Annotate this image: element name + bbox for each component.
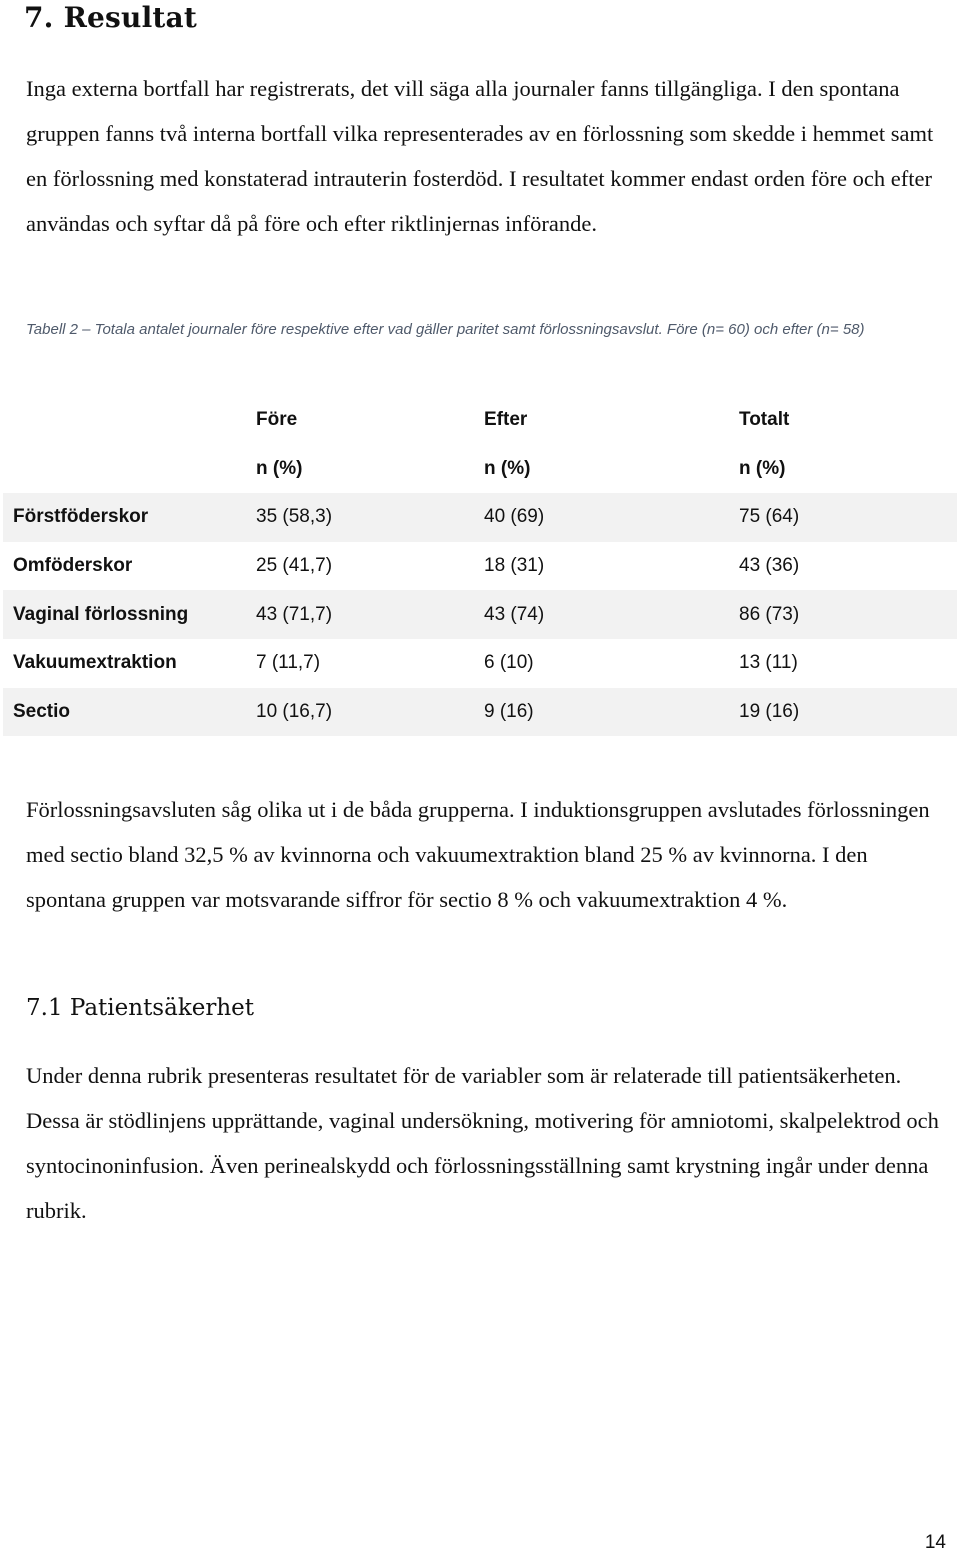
table-row: [3, 639, 957, 688]
cell-after: 40 (69): [484, 506, 545, 528]
header-cell-after: Efter: [484, 409, 528, 431]
table-subheader-row: [3, 445, 957, 494]
cell-after: 43 (74): [484, 603, 545, 625]
row-label: Förstföderskor: [13, 506, 149, 528]
table-row: [3, 590, 957, 639]
row-label: Omföderskor: [13, 555, 133, 577]
cell-after: 9 (16): [484, 700, 534, 722]
table-row: [3, 493, 957, 542]
subheader-cell-total: n (%): [739, 457, 786, 479]
cell-before: 35 (58,3): [256, 506, 333, 528]
cell-total: 43 (36): [739, 555, 800, 577]
cell-before: 7 (11,7): [256, 652, 321, 674]
cell-before: 43 (71,7): [256, 603, 333, 625]
header-cell-before: Före: [256, 409, 298, 431]
cell-total: 86 (73): [739, 603, 800, 625]
outcome-paragraph: Förlossningsavsluten såg olika ut i de båda grupperna. I induktionsgruppen avslutades förlossningen med sectio bland 32,5 % av kvinnorna och vakuumextraktion bland 25 % av kvinnorna. I den spontana gruppen var motsvarande siffror för sectio 8 % och vakuumextraktion 4 %.: [26, 797, 930, 912]
cell-total: 13 (11): [739, 652, 798, 674]
row-label: Vakuumextraktion: [13, 652, 177, 674]
cell-before: 25 (41,7): [256, 555, 333, 577]
subheader-cell-after: n (%): [484, 457, 531, 479]
results-table: [3, 396, 957, 736]
table-row: [3, 688, 957, 737]
subsection-paragraph: Under denna rubrik presenteras resultatet för de variabler som är relaterade till patientsäkerheten. Dessa är stödlinjens upprättande, vaginal undersökning, motivering för amniotomi, skalpelektrod och syntocinoninfusion. Även perinealskydd och förlossningsställning samt krystning ingår under denna rubrik.: [26, 1063, 939, 1223]
cell-total: 19 (16): [739, 700, 800, 722]
table-row: [3, 542, 957, 591]
table-caption: Tabell 2 – Totala antalet journaler före respektive efter vad gäller paritet samt förlossningsavslut. Före (n= 60) och efter (n= 58): [26, 321, 865, 338]
page-number: 14: [924, 1532, 946, 1553]
intro-paragraph: Inga externa bortfall har registrerats, det vill säga alla journaler fanns tillgängliga. I den spontana gruppen fanns två interna bortfall vilka representerades av en förlossning som skedde i hemmet samt en förlossning med konstaterad intrauterin fosterdöd. I resultatet kommer endast orden före och efter användas och syftar då på före och efter riktlinjernas införande.: [26, 76, 934, 236]
row-label: Sectio: [13, 700, 71, 722]
cell-after: 18 (31): [484, 555, 545, 577]
header-cell-empty: [3, 396, 256, 445]
subheader-cell-before: n (%): [256, 457, 303, 479]
subsection-heading: 7.1 Patientsäkerhet: [26, 995, 255, 1021]
row-label: Vaginal förlossning: [13, 603, 189, 625]
cell-after: 6 (10): [484, 652, 534, 674]
section-heading: 7. Resultat: [24, 1, 198, 34]
header-cell-total: Totalt: [739, 409, 790, 431]
cell-total: 75 (64): [739, 506, 800, 528]
table-header-row: [3, 396, 957, 445]
cell-before: 10 (16,7): [256, 700, 333, 722]
subheader-cell-empty: [3, 445, 256, 494]
